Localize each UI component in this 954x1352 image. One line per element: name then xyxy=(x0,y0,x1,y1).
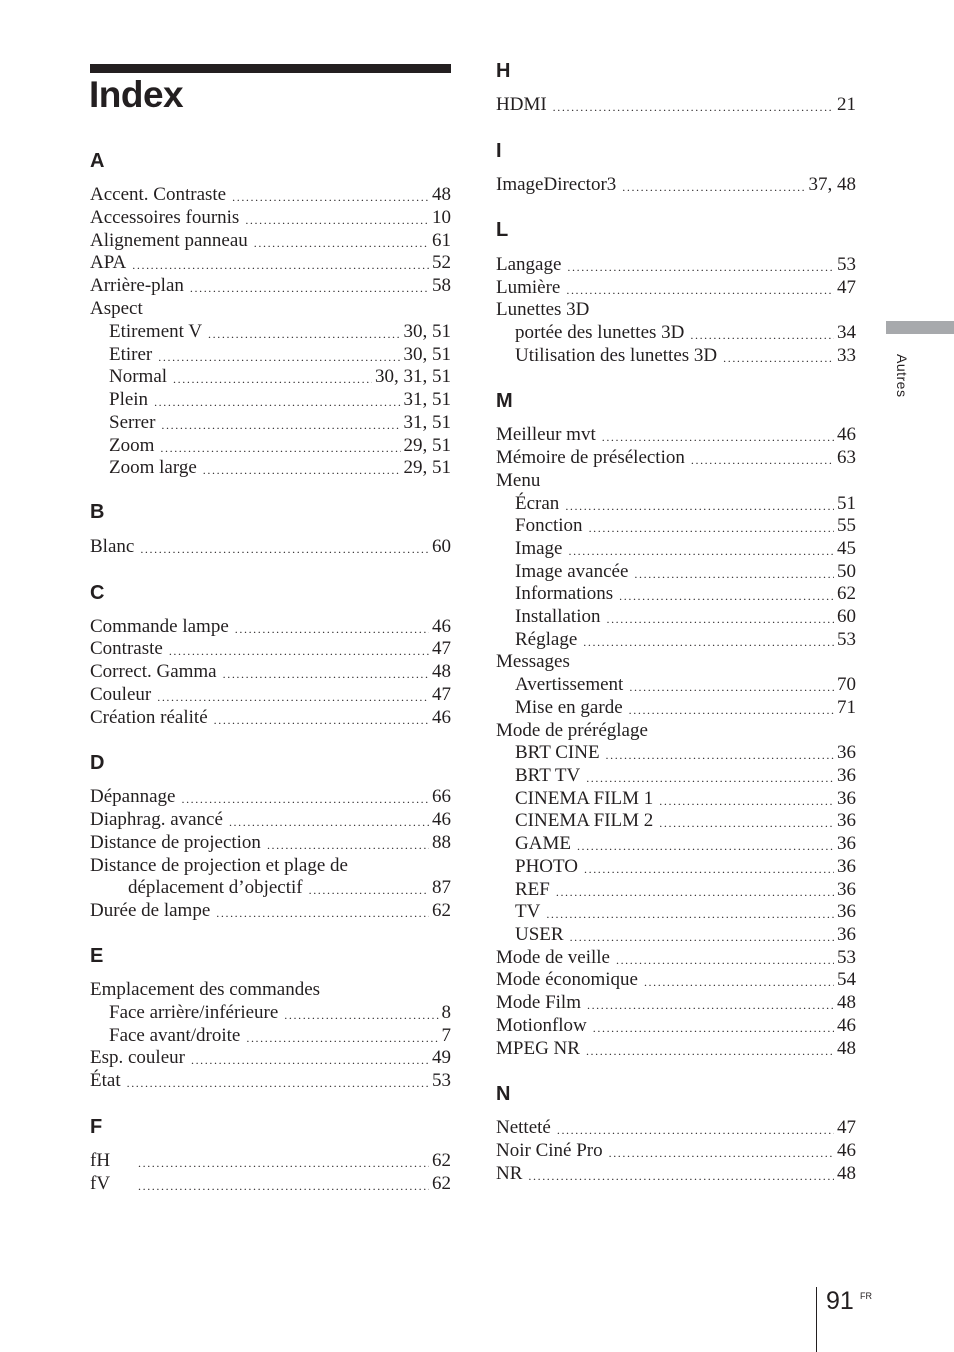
index-entry: Accent. Contraste ..... 48 xyxy=(90,183,451,206)
index-entry: Mémoire de présélection ..... 63 xyxy=(496,446,856,469)
index-subentry: Installation ..... 60 xyxy=(496,605,856,628)
index-entry: Netteté ..... 47 xyxy=(496,1116,856,1139)
index-entry: État ..... 53 xyxy=(90,1069,451,1092)
index-entry: NR ..... 48 xyxy=(496,1162,856,1185)
index-subentry: Fonction ..... 55 xyxy=(496,514,856,537)
index-subentry: GAME ..... 36 xyxy=(496,832,856,855)
index-entry-heading: Distance de projection et plage de xyxy=(90,855,348,876)
index-entry: ImageDirector3 ..... 37, 48 xyxy=(496,173,856,196)
index-entry-heading: Messages xyxy=(496,651,570,672)
index-subentry: REF ..... 36 xyxy=(496,878,856,901)
index-subentry: portée des lunettes 3D ..... 34 xyxy=(496,321,856,344)
index-entry: Commande lampe ..... 46 xyxy=(90,615,451,638)
index-entry: Motionflow ..... 46 xyxy=(496,1014,856,1037)
index-subentry: BRT CINE ..... 36 xyxy=(496,741,856,764)
index-entry: fV ..... 62 xyxy=(90,1172,451,1195)
index-subentry: PHOTO ..... 36 xyxy=(496,855,856,878)
index-subentry: Réglage ..... 53 xyxy=(496,628,856,651)
section-letter-e: E xyxy=(90,945,104,967)
index-subentry: Face arrière/inférieure ..... 8 xyxy=(90,1001,451,1024)
section-letter-a: A xyxy=(90,150,105,172)
index-entry-heading: Emplacement des commandes xyxy=(90,979,321,1000)
index-entry-heading: Mode de préréglage xyxy=(496,720,648,741)
section-tab-marker xyxy=(886,321,954,334)
index-entry-heading: Lunettes 3D xyxy=(496,299,590,320)
index-entry-heading: Aspect xyxy=(90,298,143,319)
index-subentry: Mise en garde ..... 71 xyxy=(496,696,856,719)
index-subentry: Serrer ..... 31, 51 xyxy=(90,411,451,434)
index-entry: Correct. Gamma ..... 48 xyxy=(90,660,451,683)
index-entry: Durée de lampe ..... 62 xyxy=(90,899,451,922)
section-letter-n: N xyxy=(496,1083,511,1105)
section-tab-label: Autres xyxy=(894,354,910,398)
index-entry: HDMI ..... 21 xyxy=(496,93,856,116)
index-subentry: Zoom large ..... 29, 51 xyxy=(90,456,451,479)
index-subentry: Utilisation des lunettes 3D ..... 33 xyxy=(496,344,856,367)
index-subentry: Normal ..... 30, 31, 51 xyxy=(90,365,451,388)
index-entry: Diaphrag. avancé ..... 46 xyxy=(90,808,451,831)
section-letter-b: B xyxy=(90,501,105,523)
index-entry: Lumière ..... 47 xyxy=(496,276,856,299)
index-entry: Alignement panneau ..... 61 xyxy=(90,229,451,252)
index-entry: APA ..... 52 xyxy=(90,251,451,274)
index-subentry: Etirement V ..... 30, 51 xyxy=(90,320,451,343)
section-letter-c: C xyxy=(90,582,105,604)
index-subentry: Face avant/droite ..... 7 xyxy=(90,1024,451,1047)
index-subentry: CINEMA FILM 2 ..... 36 xyxy=(496,809,856,832)
section-letter-h: H xyxy=(496,60,511,82)
index-entry: Mode de veille ..... 53 xyxy=(496,946,856,969)
page-title: Index xyxy=(89,74,184,115)
index-entry: fH ..... 62 xyxy=(90,1149,451,1172)
index-subentry: Plein ..... 31, 51 xyxy=(90,388,451,411)
index-subentry: Écran ..... 51 xyxy=(496,492,856,515)
index-entry: Distance de projection ..... 88 xyxy=(90,831,451,854)
index-subentry: déplacement d’objectif ..... 87 xyxy=(90,876,451,899)
index-entry-heading: Menu xyxy=(496,470,541,491)
page-number-rule xyxy=(816,1287,817,1352)
index-subentry: Image ..... 45 xyxy=(496,537,856,560)
index-entry: Noir Ciné Pro ..... 46 xyxy=(496,1139,856,1162)
section-letter-l: L xyxy=(496,219,509,241)
section-letter-f: F xyxy=(90,1116,103,1138)
index-subentry: USER ..... 36 xyxy=(496,923,856,946)
index-entry: Couleur ..... 47 xyxy=(90,683,451,706)
index-entry: Meilleur mvt ..... 46 xyxy=(496,423,856,446)
index-entry: Dépannage ..... 66 xyxy=(90,785,451,808)
index-subentry: CINEMA FILM 1 ..... 36 xyxy=(496,787,856,810)
section-letter-i: I xyxy=(496,140,502,162)
index-entry: Mode économique ..... 54 xyxy=(496,968,856,991)
section-letter-m: M xyxy=(496,390,513,412)
index-entry: MPEG NR ..... 48 xyxy=(496,1037,856,1060)
section-letter-d: D xyxy=(90,752,105,774)
index-entry: Contraste ..... 47 xyxy=(90,637,451,660)
page-language: FR xyxy=(860,1291,872,1301)
index-subentry: Avertissement ..... 70 xyxy=(496,673,856,696)
index-subentry: Etirer ..... 30, 51 xyxy=(90,343,451,366)
page-number: 91 xyxy=(826,1287,854,1315)
index-entry: Blanc ..... 60 xyxy=(90,535,451,558)
index-subentry: TV ..... 36 xyxy=(496,900,856,923)
index-subentry: Zoom ..... 29, 51 xyxy=(90,434,451,457)
index-subentry: Image avancée ..... 50 xyxy=(496,560,856,583)
index-entry: Arrière-plan ..... 58 xyxy=(90,274,451,297)
index-entry: Esp. couleur ..... 49 xyxy=(90,1046,451,1069)
index-entry: Langage ..... 53 xyxy=(496,253,856,276)
index-entry: Accessoires fournis ..... 10 xyxy=(90,206,451,229)
index-subentry: Informations ..... 62 xyxy=(496,582,856,605)
index-entry: Mode Film ..... 48 xyxy=(496,991,856,1014)
index-entry: Création réalité ..... 46 xyxy=(90,706,451,729)
index-subentry: BRT TV ..... 36 xyxy=(496,764,856,787)
